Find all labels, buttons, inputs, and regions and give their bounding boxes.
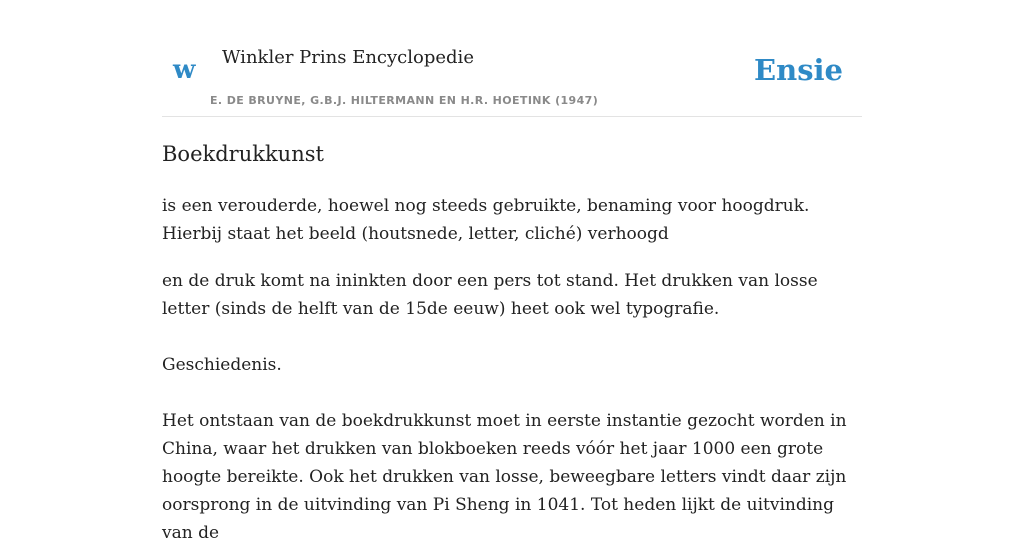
article-paragraph: is een verouderde, hoewel nog steeds gebruikte, benaming voor hoogdruk. Hierbij staat het beeld (houtsnede, letter, cliché) verhoogd	[162, 196, 810, 244]
page	[162, 0, 862, 543]
authors-line: E. DE BRUYNE, G.B.J. HILTERMANN EN H.R. HOETINK (1947)	[210, 94, 599, 107]
ensie-logo[interactable]: Ensie	[754, 53, 843, 87]
article-title: Boekdrukkunst	[162, 142, 324, 166]
article-paragraph: Het ontstaan van de boekdrukkunst moet in eerste instantie gezocht worden in China, waar het drukken van blokboeken reeds vóór het jaar 1000 een grote hoogte bereikte. Ook het drukken van losse, beweegbare letters vindt daar zijn oorsprong in de uitvinding van Pi Sheng in 1041. Tot heden lijkt de uitvinding van de	[162, 411, 847, 543]
section-heading-geschiedenis: Geschiedenis.	[162, 355, 282, 375]
winkler-prins-logo-icon[interactable]: w	[173, 55, 196, 85]
publication-title[interactable]: Winkler Prins Encyclopedie	[222, 47, 474, 68]
article-paragraph: en de druk komt na ininkten door een pers tot stand. Het drukken van losse letter (sinds de helft van de 15de eeuw) heet ook wel typografie.	[162, 271, 818, 319]
header	[162, 0, 862, 117]
